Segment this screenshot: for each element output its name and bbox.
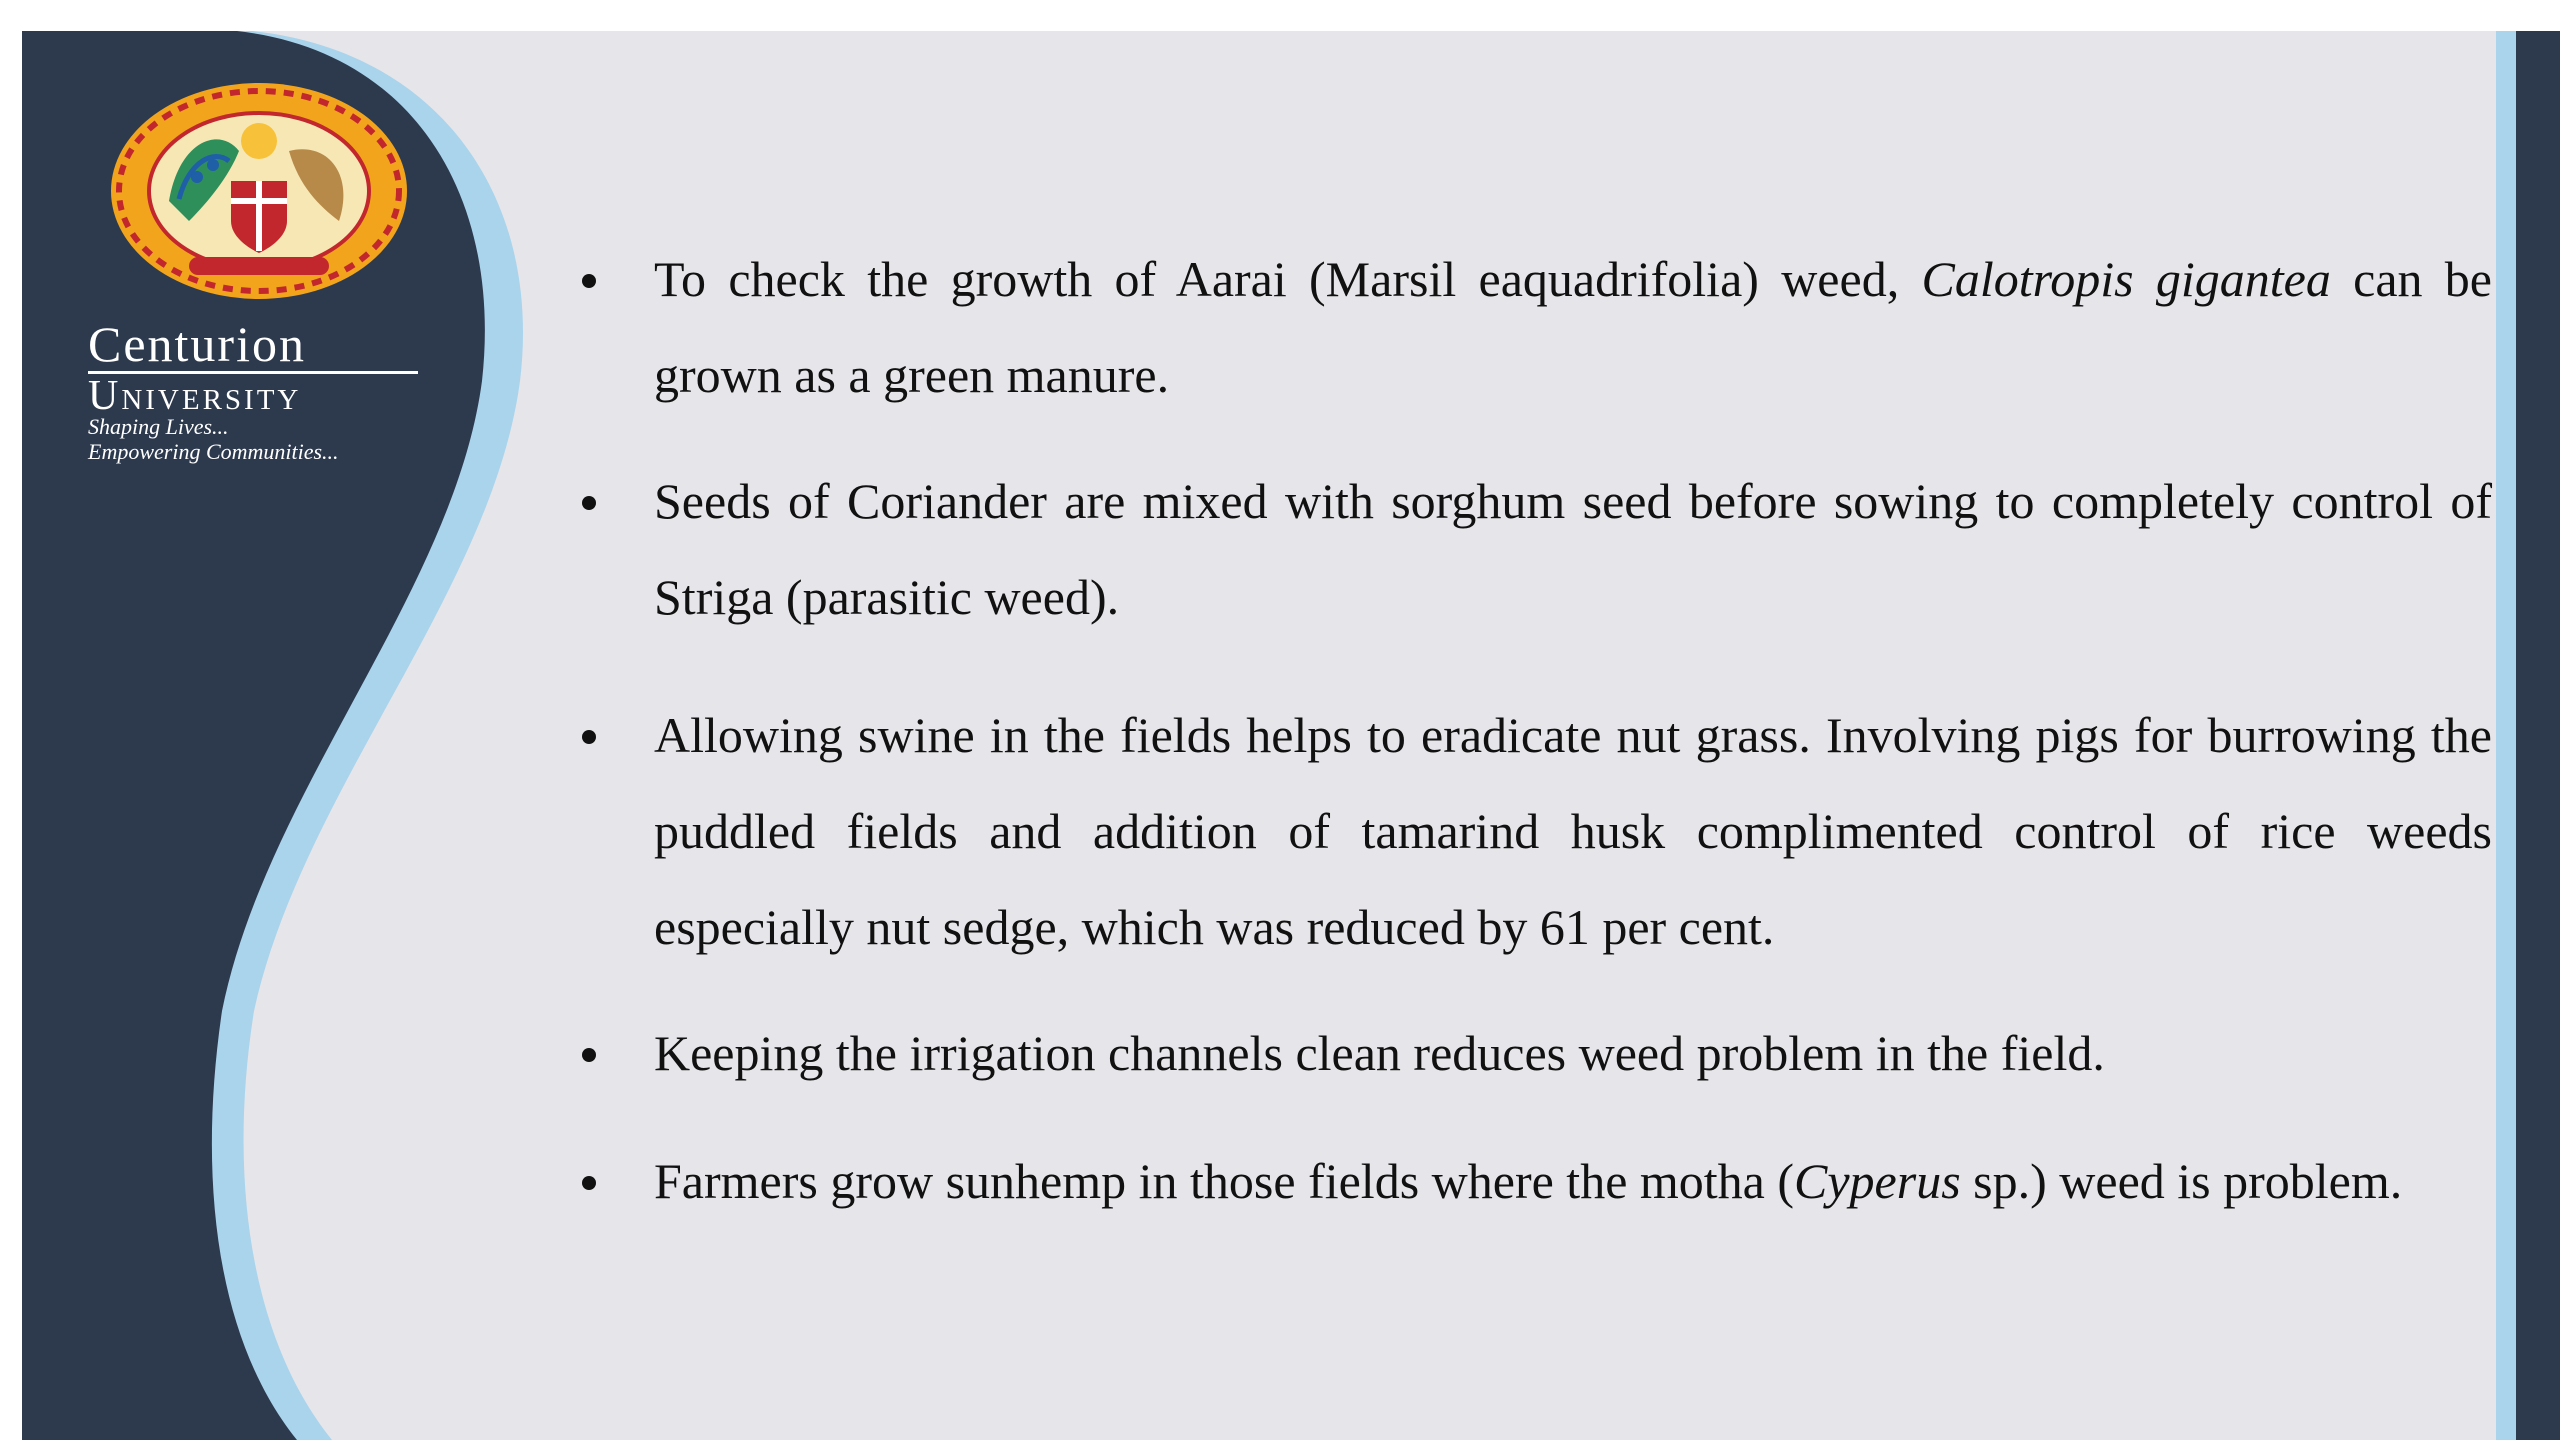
university-seal-icon: [109, 81, 409, 301]
bullet-item: [562, 453, 2492, 645]
bullet-text: Allowing swine in the fields helps to eradicate nut grass. Involving pigs for burrowing the puddled fields and addition of tamarind husk complimented control of rice weeds especially nut sedge, which was reduced by 61 per cent.: [654, 707, 2492, 955]
university-name-line-1: Centurion: [88, 319, 418, 374]
right-edge-light-band: [2496, 31, 2516, 1440]
bullet-text-tail: can be grown as a green manure.: [654, 251, 2493, 403]
bullet-dot-icon: [582, 1176, 596, 1190]
bullet-text: To check the growth of Aarai (Marsil eaquadrifolia) weed,: [654, 251, 1922, 307]
bullet-item: [562, 1005, 2492, 1101]
university-logo: [88, 81, 468, 481]
slide: [22, 31, 2560, 1440]
right-edge-navy-band: [2516, 31, 2560, 1440]
bullet-dot-icon: [582, 730, 596, 744]
bullet-list: [562, 231, 2492, 1229]
university-tagline-2: Empowering Communities...: [88, 439, 339, 464]
bullet-item: [562, 687, 2492, 975]
bullet-text: Farmers grow sunhemp in those fields where the motha (: [654, 1153, 1795, 1209]
bullet-text: Keeping the irrigation channels clean reduces weed problem in the field.: [654, 1025, 2105, 1081]
slide-content: [562, 231, 2492, 1229]
bullet-text: Seeds of Coriander are mixed with sorghum seed before sowing to completely control of Striga (parasitic weed).: [654, 473, 2492, 625]
university-tagline-1: Shaping Lives...: [88, 414, 229, 439]
bullet-item: [562, 1133, 2492, 1229]
bullet-dot-icon: [582, 274, 596, 288]
bullet-dot-icon: [582, 1048, 596, 1062]
bullet-italic-text: Calotropis gigantea: [1921, 251, 2331, 307]
university-name-line-2: University: [88, 373, 302, 419]
bullet-italic-text: Cyperus: [1794, 1153, 1961, 1209]
bullet-text-tail: sp.) weed is problem.: [1960, 1153, 2403, 1209]
bullet-dot-icon: [582, 496, 596, 510]
bullet-item: [562, 231, 2492, 423]
